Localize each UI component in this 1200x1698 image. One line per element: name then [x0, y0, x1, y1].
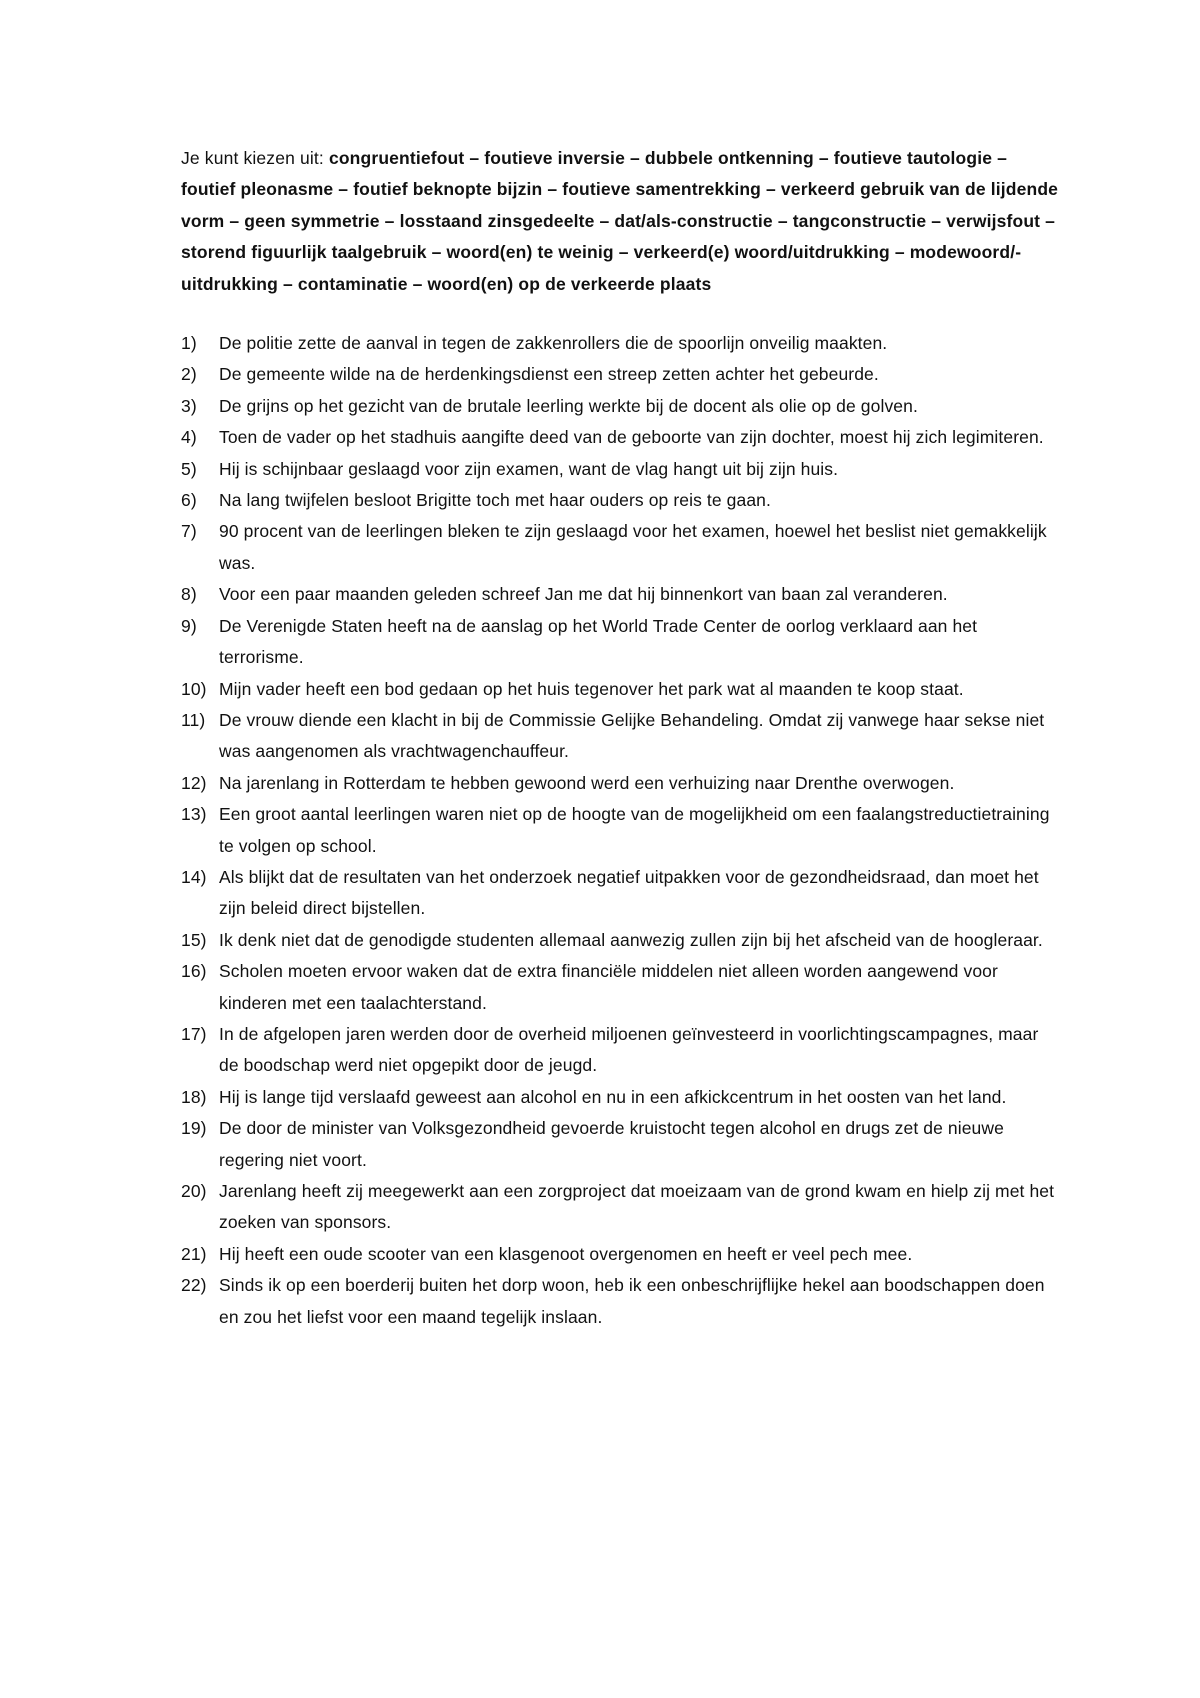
exercise-number: 20)	[181, 1181, 207, 1201]
exercise-item	[181, 1270, 1061, 1333]
exercise-sentence: Hij heeft een oude scooter van een klasgenoot overgenomen en heeft er veel pech mee.	[219, 1243, 913, 1264]
exercise-item	[181, 862, 1061, 925]
exercise-item	[181, 1113, 1061, 1176]
exercise-sentence: Jarenlang heeft zij meegewerkt aan een zorgproject dat moeizaam van de grond kwam en hielp zij met het zoeken van sponsors.	[219, 1181, 1055, 1233]
exercise-number: 6)	[181, 490, 197, 511]
exercise-number: 5)	[181, 458, 197, 479]
exercise-sentence: De politie zette de aanval in tegen de zakkenrollers die de spoorlijn onveilig maakten.	[219, 333, 888, 354]
error-type-options: congruentiefout – foutieve inversie – dubbele ontkenning – foutieve tautologie – foutief pleonasme – foutief beknopte bijzin – foutieve samentrekking – verkeerd gebruik van de lijdende vorm – geen symmetrie – losstaand zinsgedeelte – dat/als-constructie – tangconstructie – verwijsfout – storend figuurlijk taalgebruik – woord(en) te weinig – verkeerd(e) woord/uitdrukking – modewoord/-uitdrukking – contaminatie – woord(en) op de verkeerde plaats	[181, 148, 1059, 294]
exercise-item	[181, 705, 1061, 768]
exercise-number: 12)	[181, 772, 207, 793]
exercise-sentence: De Verenigde Staten heeft na de aanslag op het World Trade Center de oorlog verklaard aan het terrorisme.	[219, 615, 978, 668]
exercise-sentence: In de afgelopen jaren werden door de overheid miljoenen geïnvesteerd in voorlichtingscampagnes, maar de boodschap werd niet opgepikt door de jeugd.	[219, 1023, 1039, 1076]
exercise-sentence: De vrouw diende een klacht in bij de Commissie Gelijke Behandeling. Omdat zij vanwege haar sekse niet was aangenomen als vrachtwagenchauffeur.	[219, 709, 1045, 762]
exercise-item	[181, 674, 1061, 705]
exercise-number: 2)	[181, 364, 197, 385]
exercise-item	[181, 799, 1061, 862]
exercise-number: 19)	[181, 1118, 207, 1139]
exercise-number: 16)	[181, 961, 207, 982]
exercise-item	[181, 359, 1061, 390]
exercise-sentence: Hij is lange tijd verslaafd geweest aan alcohol en nu in een afkickcentrum in het oosten van het land.	[219, 1086, 1007, 1107]
exercise-number: 13)	[181, 804, 207, 825]
exercise-sentence: Ik denk niet dat de genodigde studenten allemaal aanwezig zullen zijn bij het afscheid van de hoogleraar.	[219, 929, 1043, 950]
exercise-sentence: Een groot aantal leerlingen waren niet op de hoogte van de mogelijkheid om een faalangstreductietraining te volgen op school.	[219, 804, 1050, 856]
exercise-number: 11)	[181, 709, 206, 730]
exercise-sentence: Als blijkt dat de resultaten van het onderzoek negatief uitpakken voor de gezondheidsraad, dan moet het zijn beleid direct bijstellen.	[219, 866, 1039, 919]
exercise-number: 3)	[181, 395, 197, 416]
exercise-sentence: Toen de vader op het stadhuis aangifte deed van de geboorte van zijn dochter, moest hij zich legimiteren.	[219, 427, 1044, 448]
exercise-number: 21)	[181, 1243, 207, 1264]
exercise-number: 22)	[181, 1275, 207, 1296]
exercise-item	[181, 1176, 1061, 1239]
instruction-lead: Je kunt kiezen uit:	[181, 148, 329, 168]
exercise-item	[181, 579, 1061, 610]
exercise-sentence: De grijns op het gezicht van de brutale leerling werkte bij de docent als olie op de golven.	[219, 395, 918, 416]
exercise-item	[181, 611, 1061, 674]
exercise-sentence: Scholen moeten ervoor waken dat de extra financiële middelen niet alleen worden aangewend voor kinderen met een taalachterstand.	[219, 961, 998, 1013]
exercise-sentence: 90 procent van de leerlingen bleken te zijn geslaagd voor het examen, hoewel het beslist niet gemakkelijk was.	[219, 521, 1047, 573]
exercise-number: 4)	[181, 427, 197, 448]
exercise-item	[181, 516, 1061, 579]
exercise-sentence: Sinds ik op een boerderij buiten het dorp woon, heb ik een onbeschrijflijke hekel aan boodschappen doen en zou het liefst voor een maand tegelijk inslaan.	[219, 1275, 1045, 1327]
exercise-item	[181, 1239, 1061, 1270]
exercise-sentence: Na jarenlang in Rotterdam te hebben gewoond werd een verhuizing naar Drenthe overwogen.	[219, 772, 955, 793]
document-page	[181, 143, 1061, 1333]
exercise-list	[181, 328, 1061, 1333]
exercise-number: 18)	[181, 1086, 207, 1107]
exercise-sentence: Voor een paar maanden geleden schreef Jan me dat hij binnenkort van baan zal veranderen.	[219, 584, 948, 605]
exercise-item	[181, 485, 1061, 516]
exercise-item	[181, 328, 1061, 359]
exercise-sentence: Mijn vader heeft een bod gedaan op het huis tegenover het park wat al maanden te koop staat.	[219, 678, 964, 699]
exercise-number: 14)	[181, 866, 207, 887]
exercise-item	[181, 422, 1061, 453]
exercise-number: 15)	[181, 929, 207, 950]
exercise-item	[181, 925, 1061, 956]
exercise-number: 10)	[181, 678, 207, 699]
exercise-number: 9)	[181, 615, 197, 636]
exercise-sentence: De gemeente wilde na de herdenkingsdienst een streep zetten achter het gebeurde.	[219, 364, 879, 385]
exercise-item	[181, 454, 1061, 485]
exercise-sentence: De door de minister van Volksgezondheid gevoerde kruistocht tegen alcohol en drugs zet de nieuwe regering niet voort.	[219, 1118, 1004, 1170]
instruction-paragraph	[181, 143, 1061, 300]
exercise-number: 17)	[181, 1023, 207, 1044]
exercise-number: 7)	[181, 521, 197, 542]
exercise-item	[181, 768, 1061, 799]
exercise-item	[181, 391, 1061, 422]
exercise-item	[181, 1082, 1061, 1113]
exercise-item	[181, 956, 1061, 1019]
exercise-item	[181, 1019, 1061, 1082]
exercise-sentence: Na lang twijfelen besloot Brigitte toch met haar ouders op reis te gaan.	[219, 490, 771, 511]
exercise-sentence: Hij is schijnbaar geslaagd voor zijn examen, want de vlag hangt uit bij zijn huis.	[219, 458, 839, 479]
exercise-number: 1)	[181, 333, 197, 354]
exercise-number: 8)	[181, 584, 197, 605]
